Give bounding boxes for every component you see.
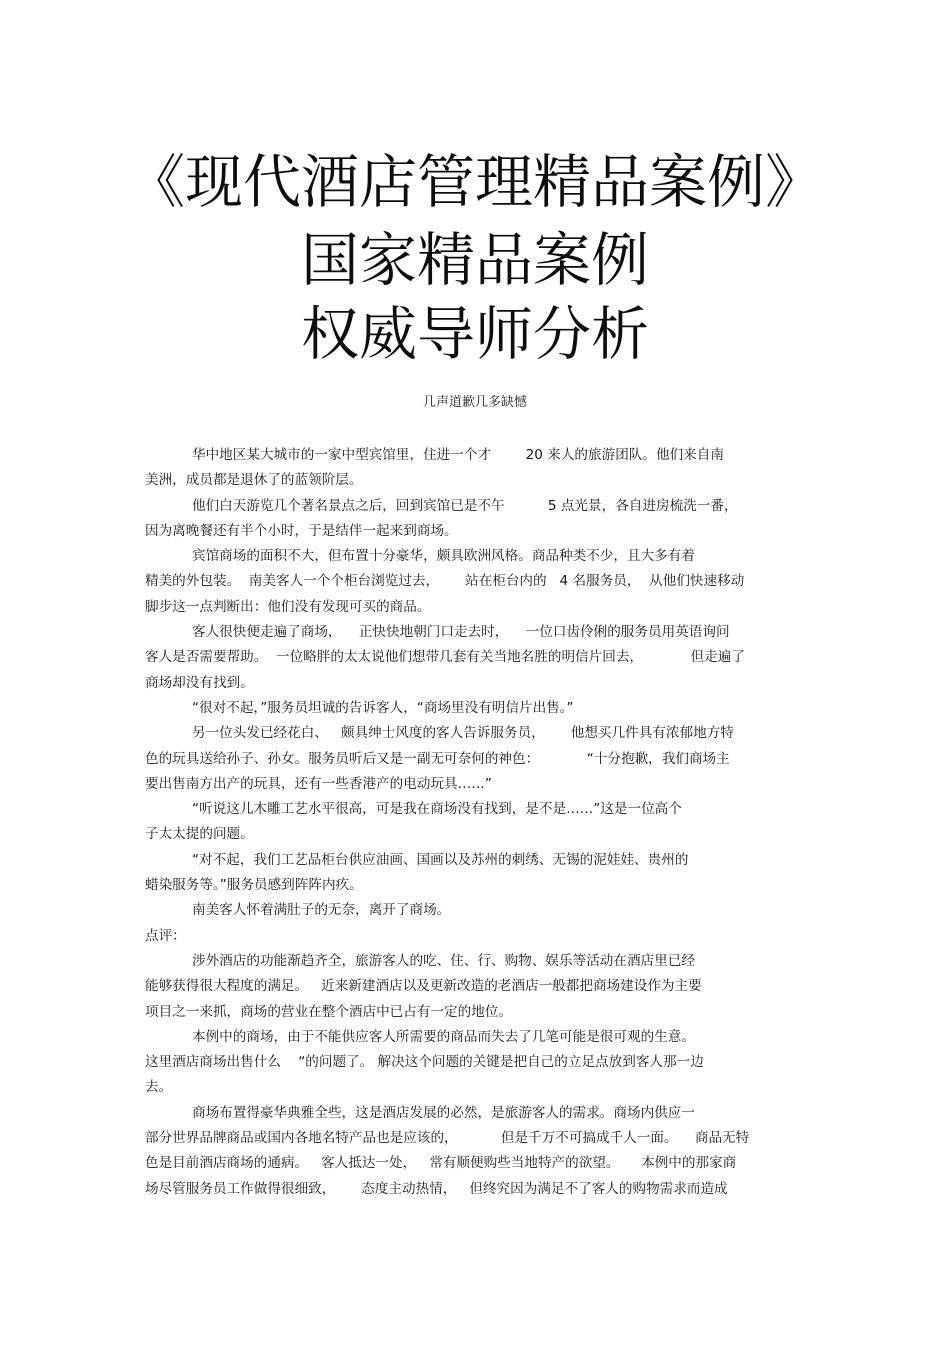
text-line-content: 点评：	[145, 927, 186, 944]
text-line	[145, 1151, 810, 1176]
article-body	[145, 443, 810, 1202]
text-line	[145, 494, 810, 519]
text-line	[145, 595, 810, 620]
text-line-content: 商场布置得豪华典雅全些，这是酒店发展的必然，是旅游客人的需求。商场内供应一	[192, 1104, 695, 1121]
text-line	[145, 898, 810, 923]
text-line	[145, 747, 810, 772]
text-line-content: 本例中的商场，由于不能供应客人所需要的商品而失去了几笔可能是很可观的生意。	[192, 1028, 695, 1045]
text-line-content: 脚步这一点判断出：他们没有发现可买的商品。	[145, 598, 431, 615]
text-line-content: “听说这儿木雕工艺水平很高，可是我在商场没有找到，是不是……”这是一位高个	[192, 801, 682, 818]
text-line-content: 另一位头发已经花白、 颇具绅士风度的客人告诉服务员， 他想买几件具有浓郁地方特	[192, 725, 734, 742]
text-line-content: 涉外酒店的功能渐趋齐全，旅游客人的吃、住、行、购物、娱乐等活动在酒店里已经	[192, 952, 695, 969]
document-title-line-3: 权威导师分析	[300, 300, 649, 368]
text-line	[145, 1025, 810, 1050]
document-title-line-1: 《现代酒店管理精品案例》	[126, 148, 823, 216]
text-line-content: 去。	[145, 1079, 173, 1096]
text-line	[145, 721, 810, 746]
text-line-content: 子太太提的问题。	[145, 826, 254, 843]
text-line	[145, 1050, 810, 1075]
text-line	[145, 873, 810, 898]
text-line	[145, 468, 810, 493]
text-line-content: 南美客人怀着满肚子的无奈，离开了商场。	[192, 902, 451, 919]
text-line	[145, 974, 810, 999]
text-line	[145, 620, 810, 645]
text-line-content: 这里酒店商场出售什么 “的问题了。 解决这个问题的关键是把自己的立足点放到客人那一边	[145, 1054, 704, 1071]
text-line	[145, 1177, 810, 1202]
text-line-content: 部分世界品牌商品或国内各地名特产品也是应该的， 但是千万不可搞成千人一面。 商品无特	[145, 1130, 750, 1147]
text-line	[145, 519, 810, 544]
text-line-content: 蜡染服务等。”服务员感到阵阵内疚。	[145, 877, 363, 894]
text-line-content: 色的玩具送给孙子、孙女。服务员听后又是一副无可奈何的神色： “十分抱歉，我们商场主	[145, 750, 730, 767]
text-line	[145, 1000, 810, 1025]
text-line	[145, 671, 810, 696]
text-line	[145, 848, 810, 873]
text-line	[145, 1075, 810, 1100]
text-line-content: 场尽管服务员工作做得很细致， 态度主动热情， 但终究因为满足不了客人的购物需求而造成	[145, 1180, 728, 1197]
text-line	[145, 1101, 810, 1126]
article-subtitle: 几声道歉几多缺憾	[422, 395, 527, 410]
text-line	[145, 949, 810, 974]
text-line-content: 能够获得很大程度的满足。 近来新建酒店以及更新改造的老酒店一般都把商场建设作为主要	[145, 978, 702, 995]
text-line-content: 他们白天游览几个著名景点之后，回到宾馆已是不午 5 点光景，各自进房梳洗一番，	[192, 497, 738, 514]
text-line	[145, 772, 810, 797]
text-line-content: 项目之一来抓，商场的营业在整个酒店中已占有一定的地位。	[145, 1003, 513, 1020]
text-line-content: “对不起，我们工艺品柜台供应油画、国画以及苏州的刺绣、无锡的泥娃娃、贵州的	[192, 851, 689, 868]
text-line	[145, 822, 810, 847]
text-line	[145, 645, 810, 670]
text-line-content: 美洲，成员都是退休了的蓝领阶层。	[145, 472, 363, 489]
text-line-content: “很对不起，”服务员坦诚的告诉客人，“商场里没有明信片出售。”	[192, 699, 574, 716]
text-line	[145, 696, 810, 721]
text-line-content: 客人很快便走遍了商场， 正快快地朝门口走去时， 一位口齿伶俐的服务员用英语询问	[192, 624, 730, 641]
text-line-content: 要出售南方出产的玩具，还有一些香港产的电动玩具……”	[145, 775, 492, 792]
text-line	[145, 443, 810, 468]
text-line-content: 色是目前酒店商场的通病。 客人抵达一处， 常有顺便购些当地特产的欲望。 本例中的那家商	[145, 1155, 737, 1172]
text-line-content: 商场却没有找到。	[145, 674, 254, 691]
text-line	[145, 1126, 810, 1151]
text-line-content: 因为离晚餐还有半个小时，于是结伴一起来到商场。	[145, 522, 458, 539]
text-line-content: 华中地区某大城市的一家中型宾馆里，住进一个才 20 来人的旅游团队。他们来自南	[192, 447, 724, 463]
text-line	[145, 544, 810, 569]
text-line-content: 宾馆商场的面积不大，但布置十分豪华，颇具欧洲风格。商品种类不少，且大多有着	[192, 548, 695, 565]
text-line	[145, 569, 810, 594]
text-line-content: 客人是否需要帮助。 一位略胖的太太说他们想带几套有关当地名胜的明信片回去， 但走遍了	[145, 649, 745, 666]
text-line-content: 精美的外包装。 南美客人一个个柜台浏览过去， 站在柜台内的 4 名服务员， 从他们快速移动	[145, 573, 745, 590]
text-line	[145, 924, 810, 949]
text-line	[145, 797, 810, 822]
document-title-line-2: 国家精品案例	[300, 226, 649, 294]
